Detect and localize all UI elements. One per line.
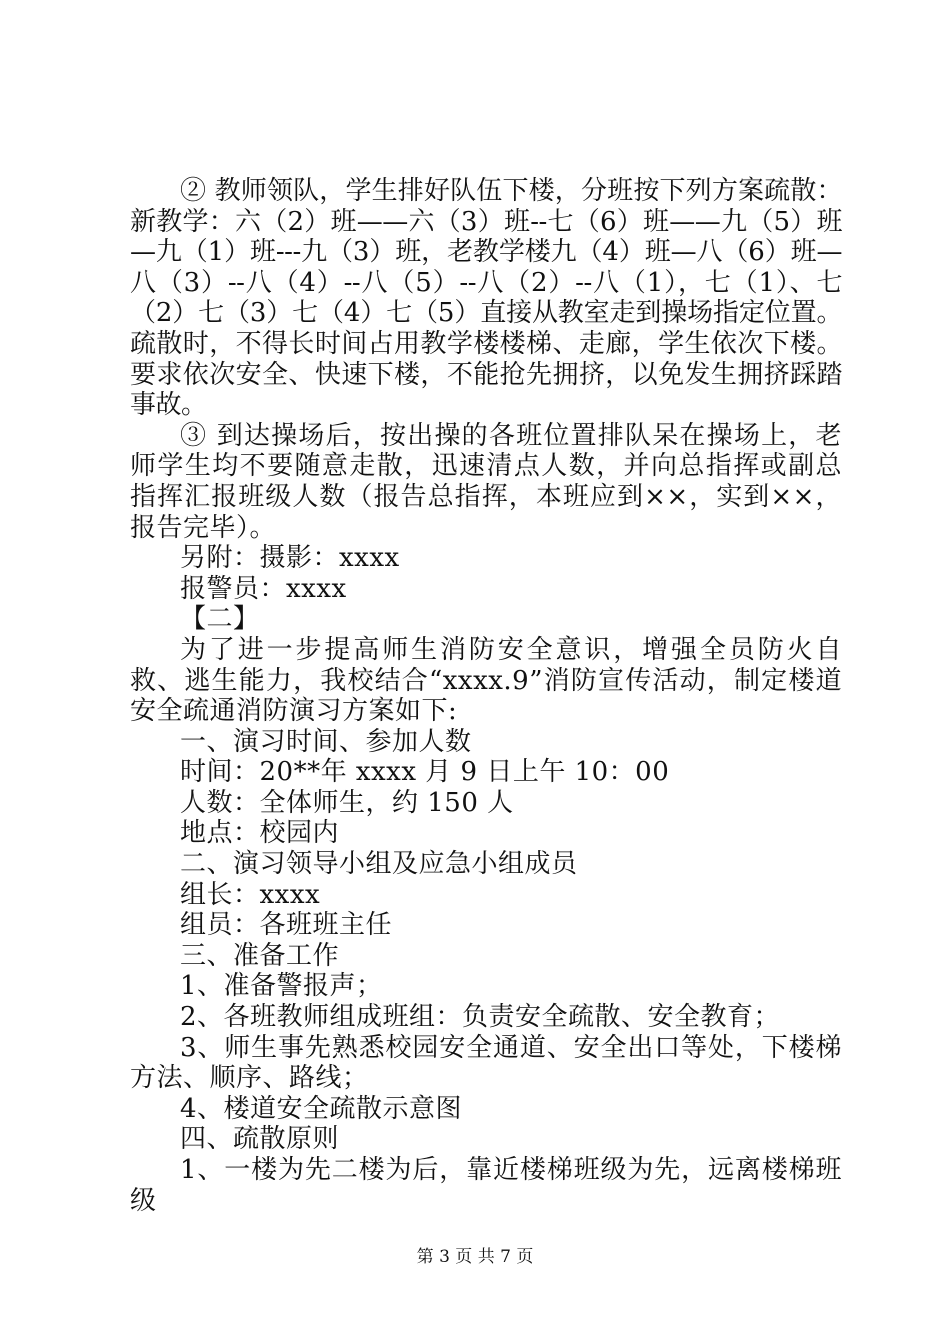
paragraph-prep-4: 4、楼道安全疏散示意图 [180, 1093, 463, 1124]
paragraph-photography: 另附：摄影：xxxx [180, 543, 400, 574]
paragraph-evacuation-plan: ② 教师领队，学生排好队伍下楼，分班按下列方案疏散：新教学：六（2）班——六（3）班--七（6）班——九（5）班—九（1）班---九（3）班，老教学楼九（4）班—八（6）班—八（3）--八（4）--八（5）--八（2）--八（1），七（1）、七（2）七（3）七（4）七（5）直接从教室走到操场指定位置。疏散时，不得长时间占用教学楼楼梯、走廊，学生依次下楼。要求依次安全、快速下楼，不能抢先拥挤，以免发生拥挤踩踏事故。 [130, 176, 842, 421]
paragraph-location: 地点：校园内 [180, 818, 340, 849]
paragraph-leader: 组长：xxxx [180, 879, 321, 910]
paragraph-time: 时间：20**年 xxxx 月 9 日上午 10：00 [180, 757, 670, 788]
heading-preparation: 三、准备工作 [180, 940, 340, 971]
document-body [130, 176, 842, 1216]
heading-principles: 四、疏散原则 [180, 1124, 340, 1155]
paragraph-alarm-officer: 报警员：xxxx [180, 573, 347, 604]
heading-drill-time: 一、演习时间、参加人数 [180, 726, 472, 757]
paragraph-intro: 为了进一步提高师生消防安全意识，增强全员防火自救、逃生能力，我校结合“xxxx.9”消防宣传活动，制定楼道安全疏通消防演习方案如下: [130, 634, 842, 727]
paragraph-members: 组员：各班班主任 [180, 910, 393, 941]
paragraph-principle-1: 1、一楼为先二楼为后，靠近楼梯班级为先，远离楼梯班级 [130, 1155, 842, 1216]
paragraph-prep-2: 2、各班教师组成班组：负责安全疏散、安全教育； [180, 1002, 781, 1033]
page-footer: 第 3 页 共 7 页 [416, 1247, 534, 1267]
paragraph-prep-3: 3、师生事先熟悉校园安全通道、安全出口等处，下楼梯方法、顺序、路线； [130, 1032, 842, 1094]
paragraph-headcount: 人数：全体师生，约 150 人 [180, 787, 514, 818]
heading-leadership: 二、演习领导小组及应急小组成员 [180, 849, 578, 880]
section-heading-two: 【二】 [180, 604, 260, 635]
paragraph-prep-1: 1、准备警报声； [180, 971, 383, 1002]
paragraph-assembly: ③ 到达操场后，按出操的各班位置排队呆在操场上，老师学生均不要随意走散，迅速清点人数，并向总指挥或副总指挥汇报班级人数（报告总指挥，本班应到××，实到××，报告完毕）。 [130, 420, 842, 543]
